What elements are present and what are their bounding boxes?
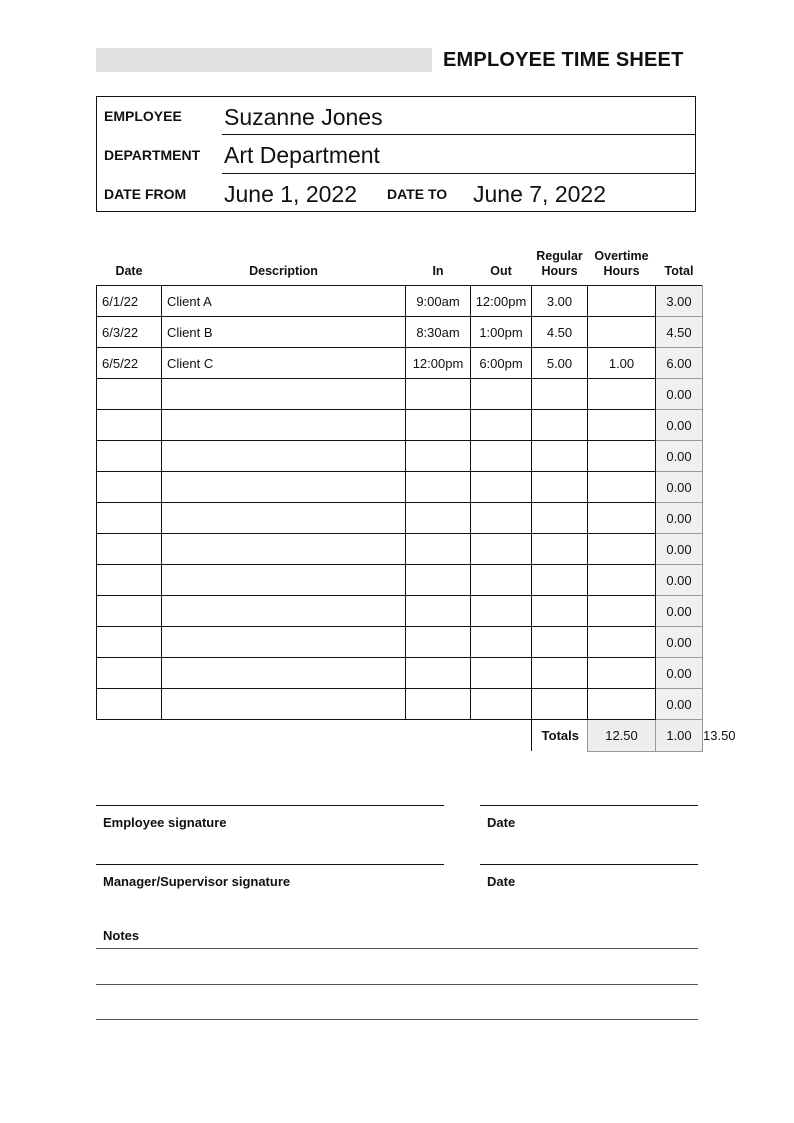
totals-row: Totals 12.50 1.00 13.50 [97, 720, 703, 752]
cell-regular-hours[interactable] [532, 441, 588, 472]
cell-in[interactable] [406, 503, 471, 534]
cell-in[interactable]: 9:00am [406, 286, 471, 317]
date-to-value[interactable]: June 7, 2022 [473, 181, 607, 207]
cell-total: 0.00 [656, 565, 703, 596]
cell-description[interactable]: Client B [162, 317, 406, 348]
cell-in[interactable] [406, 565, 471, 596]
cell-in[interactable] [406, 472, 471, 503]
header-out: Out [490, 264, 512, 278]
header-total: Total [664, 264, 694, 278]
date-from-label: DATE FROM [104, 186, 187, 202]
cell-description[interactable] [162, 627, 406, 658]
table-row [97, 317, 703, 348]
cell-regular-hours[interactable] [532, 658, 588, 689]
cell-date[interactable] [97, 689, 162, 720]
cell-out[interactable] [471, 565, 532, 596]
cell-regular-hours[interactable]: 4.50 [532, 317, 588, 348]
date-from-value[interactable]: June 1, 2022 [224, 181, 358, 207]
notes-line-1[interactable] [96, 948, 698, 949]
table-row [97, 565, 703, 596]
cell-regular-hours[interactable] [532, 410, 588, 441]
cell-out[interactable] [471, 689, 532, 720]
cell-in[interactable]: 8:30am [406, 317, 471, 348]
cell-total: 0.00 [656, 379, 703, 410]
cell-regular-hours[interactable] [532, 596, 588, 627]
notes-line-3[interactable] [96, 1019, 698, 1020]
cell-regular-hours[interactable] [532, 534, 588, 565]
cell-out[interactable] [471, 596, 532, 627]
cell-description[interactable] [162, 503, 406, 534]
table-row [97, 627, 703, 658]
totals-spacer [97, 720, 532, 752]
table-row [97, 534, 703, 565]
header-overtime-hours [588, 245, 656, 286]
cell-date[interactable] [97, 503, 162, 534]
cell-out[interactable] [471, 441, 532, 472]
table-row [97, 503, 703, 534]
cell-date[interactable] [97, 441, 162, 472]
cell-date[interactable] [97, 472, 162, 503]
employee-underline [222, 134, 696, 135]
table-row [97, 379, 703, 410]
cell-overtime-hours[interactable] [588, 410, 656, 441]
notes-line-2[interactable] [96, 984, 698, 985]
cell-regular-hours[interactable] [532, 472, 588, 503]
table-row [97, 348, 703, 379]
cell-regular-hours[interactable] [532, 627, 588, 658]
cell-date[interactable]: 6/1/22 [97, 286, 162, 317]
cell-in[interactable] [406, 658, 471, 689]
table-row [97, 658, 703, 689]
cell-in[interactable] [406, 410, 471, 441]
cell-description[interactable] [162, 379, 406, 410]
cell-overtime-hours[interactable] [588, 534, 656, 565]
table-row [97, 286, 703, 317]
table-header-row [97, 245, 703, 286]
cell-date[interactable]: 6/5/22 [97, 348, 162, 379]
cell-description[interactable] [162, 441, 406, 472]
notes-label: Notes [103, 928, 140, 943]
cell-total: 0.00 [656, 410, 703, 441]
header-regular-line2: Hours [541, 264, 578, 278]
cell-description[interactable] [162, 596, 406, 627]
cell-total: 0.00 [656, 627, 703, 658]
table-row [97, 689, 703, 720]
date-to-label: DATE TO [387, 186, 448, 202]
cell-description[interactable] [162, 658, 406, 689]
cell-in[interactable] [406, 596, 471, 627]
cell-overtime-hours[interactable] [588, 627, 656, 658]
cell-regular-hours[interactable]: 5.00 [532, 348, 588, 379]
cell-total: 0.00 [656, 689, 703, 720]
cell-overtime-hours[interactable] [588, 379, 656, 410]
cell-out[interactable] [471, 410, 532, 441]
cell-in[interactable] [406, 441, 471, 472]
header-overtime-line1: Overtime [594, 249, 649, 263]
cell-overtime-hours[interactable]: 1.00 [588, 348, 656, 379]
employee-signature-label: Employee signature [103, 815, 227, 830]
header-description: Description [249, 264, 318, 278]
cell-in[interactable]: 12:00pm [406, 348, 471, 379]
cell-total: 0.00 [656, 441, 703, 472]
cell-out[interactable] [471, 658, 532, 689]
cell-out[interactable] [471, 379, 532, 410]
cell-out[interactable] [471, 472, 532, 503]
cell-overtime-hours[interactable] [588, 472, 656, 503]
cell-overtime-hours[interactable] [588, 286, 656, 317]
cell-description[interactable]: Client A [162, 286, 406, 317]
cell-overtime-hours[interactable] [588, 565, 656, 596]
header-date: Date [115, 264, 143, 278]
header-regular-line1: Regular [536, 249, 583, 263]
time-sheet-table [96, 245, 736, 752]
cell-overtime-hours[interactable] [588, 658, 656, 689]
cell-description[interactable] [162, 472, 406, 503]
header-overtime-line2: Hours [603, 264, 640, 278]
cell-date[interactable] [97, 658, 162, 689]
cell-out[interactable]: 12:00pm [471, 286, 532, 317]
cell-regular-hours[interactable] [532, 689, 588, 720]
cell-overtime-hours[interactable] [588, 596, 656, 627]
table-row [97, 441, 703, 472]
cell-total: 0.00 [656, 503, 703, 534]
table-row [97, 596, 703, 627]
manager-date-line[interactable] [480, 864, 698, 865]
table-row [97, 410, 703, 441]
totals-label: Totals [532, 720, 588, 752]
manager-signature-line[interactable] [96, 864, 444, 865]
cell-regular-hours[interactable]: 3.00 [532, 286, 588, 317]
cell-overtime-hours[interactable] [588, 503, 656, 534]
cell-total: 4.50 [656, 317, 703, 348]
department-value[interactable]: Art Department [224, 142, 380, 168]
cell-date[interactable] [97, 410, 162, 441]
totals-regular: 12.50 [588, 720, 656, 752]
cell-out[interactable] [471, 503, 532, 534]
cell-out[interactable] [471, 627, 532, 658]
cell-overtime-hours[interactable] [588, 441, 656, 472]
cell-date[interactable] [97, 627, 162, 658]
department-underline [222, 173, 696, 174]
cell-in[interactable] [406, 627, 471, 658]
employee-signature-line[interactable] [96, 805, 444, 806]
cell-description[interactable] [162, 689, 406, 720]
cell-in[interactable] [406, 534, 471, 565]
cell-out[interactable] [471, 534, 532, 565]
manager-date-label: Date [487, 874, 516, 889]
title-bar-shading [96, 48, 432, 72]
cell-overtime-hours[interactable] [588, 689, 656, 720]
cell-regular-hours[interactable] [532, 379, 588, 410]
cell-total: 0.00 [656, 596, 703, 627]
cell-description[interactable] [162, 534, 406, 565]
cell-total: 0.00 [656, 534, 703, 565]
header-regular-hours [532, 245, 588, 286]
cell-total: 0.00 [656, 658, 703, 689]
cell-out[interactable]: 1:00pm [471, 317, 532, 348]
employee-label: EMPLOYEE [104, 108, 182, 124]
cell-description[interactable] [162, 565, 406, 596]
cell-regular-hours[interactable] [532, 503, 588, 534]
cell-description[interactable]: Client C [162, 348, 406, 379]
table-row [97, 472, 703, 503]
employee-date-line[interactable] [480, 805, 698, 806]
cell-total: 3.00 [656, 286, 703, 317]
cell-date[interactable]: 6/3/22 [97, 317, 162, 348]
page-title: EMPLOYEE TIME SHEET [443, 49, 684, 71]
employee-date-label: Date [487, 815, 516, 830]
cell-in[interactable] [406, 689, 471, 720]
header-in: In [432, 264, 444, 278]
cell-description[interactable] [162, 410, 406, 441]
cell-out[interactable]: 6:00pm [471, 348, 532, 379]
cell-in[interactable] [406, 379, 471, 410]
cell-date[interactable] [97, 534, 162, 565]
cell-date[interactable] [97, 596, 162, 627]
cell-date[interactable] [97, 379, 162, 410]
employee-value[interactable]: Suzanne Jones [224, 104, 383, 130]
cell-overtime-hours[interactable] [588, 317, 656, 348]
cell-date[interactable] [97, 565, 162, 596]
cell-total: 0.00 [656, 472, 703, 503]
cell-total: 6.00 [656, 348, 703, 379]
department-label: DEPARTMENT [104, 147, 201, 163]
totals-overtime: 1.00 [656, 720, 703, 752]
manager-signature-label: Manager/Supervisor signature [103, 874, 291, 889]
cell-regular-hours[interactable] [532, 565, 588, 596]
